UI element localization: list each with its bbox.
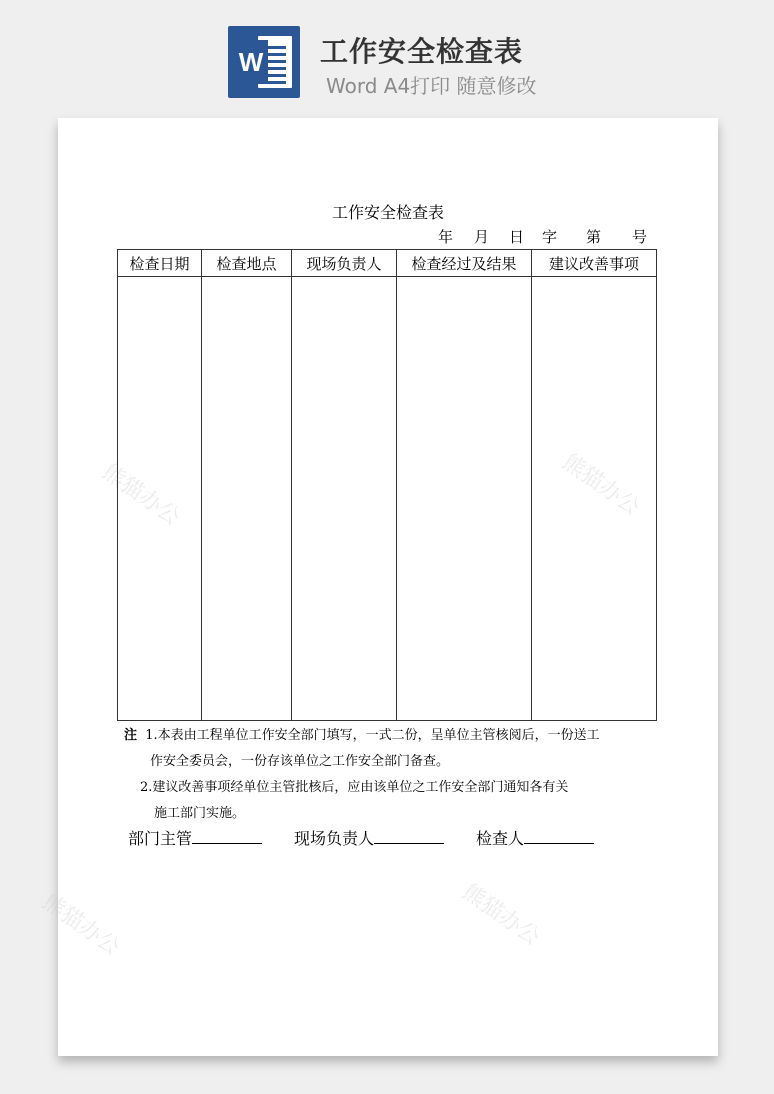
header-banner (0, 0, 774, 110)
note-item-2-line-2: 施工部门实施。 (154, 806, 246, 821)
header-check-date: 检查日期 (118, 250, 202, 277)
number-prefix-label: 第 (586, 228, 602, 246)
watermark: 熊猫办公 (557, 449, 645, 521)
number-suffix-label: 号 (632, 228, 648, 246)
header-check-location: 检查地点 (202, 250, 292, 277)
cell-improvement-suggestion[interactable] (532, 277, 657, 721)
cell-check-location[interactable] (202, 277, 292, 721)
cell-site-lead[interactable] (292, 277, 397, 721)
document-title: 工作安全检查表 (331, 203, 444, 222)
signature-blank[interactable] (524, 829, 594, 844)
banner-subtitle: Word A4打印 随意修改 (326, 74, 537, 98)
table-header-row (118, 250, 657, 277)
note-item-1-line-2: 作安全委员会，一份存该单位之工作安全部门备查。 (150, 754, 450, 769)
word-letter: W (238, 47, 264, 77)
inspection-table (117, 249, 657, 721)
document-page (37, 118, 718, 1056)
word-app-icon (228, 26, 300, 98)
notes-label: 注 (124, 728, 138, 743)
banner-title: 工作安全检查表 (320, 35, 524, 68)
watermark: 熊猫办公 (37, 889, 125, 961)
cell-process-result[interactable] (397, 277, 532, 721)
signature-dept-head: 部门主管 (128, 826, 262, 849)
header-improvement-suggestion: 建议改善事项 (532, 250, 657, 277)
date-day-label: 日 (509, 228, 525, 246)
header-site-lead: 现场负责人 (292, 250, 397, 277)
char-label: 字 (542, 228, 558, 246)
signature-blank[interactable] (192, 829, 262, 844)
date-month-label: 月 (474, 228, 490, 246)
signature-blank[interactable] (374, 829, 444, 844)
header-process-result: 检查经过及结果 (397, 250, 532, 277)
cell-check-date[interactable] (118, 277, 202, 721)
notes-section (124, 723, 600, 827)
watermark: 熊猫办公 (97, 459, 185, 531)
table-row (118, 277, 657, 721)
note-item-1-line-1: 注 1.本表由工程单位工作安全部门填写，一式二份，呈单位主管核阅后，一份送工 (124, 728, 600, 743)
note-item-2-line-1: 2.建议改善事项经单位主管批核后，应由该单位之工作安全部门通知各有关 (140, 780, 569, 795)
signature-site-lead: 现场负责人 (294, 826, 444, 849)
signature-inspector: 检查人 (476, 826, 594, 849)
date-year-label: 年 (438, 228, 454, 246)
watermark: 熊猫办公 (457, 879, 545, 951)
